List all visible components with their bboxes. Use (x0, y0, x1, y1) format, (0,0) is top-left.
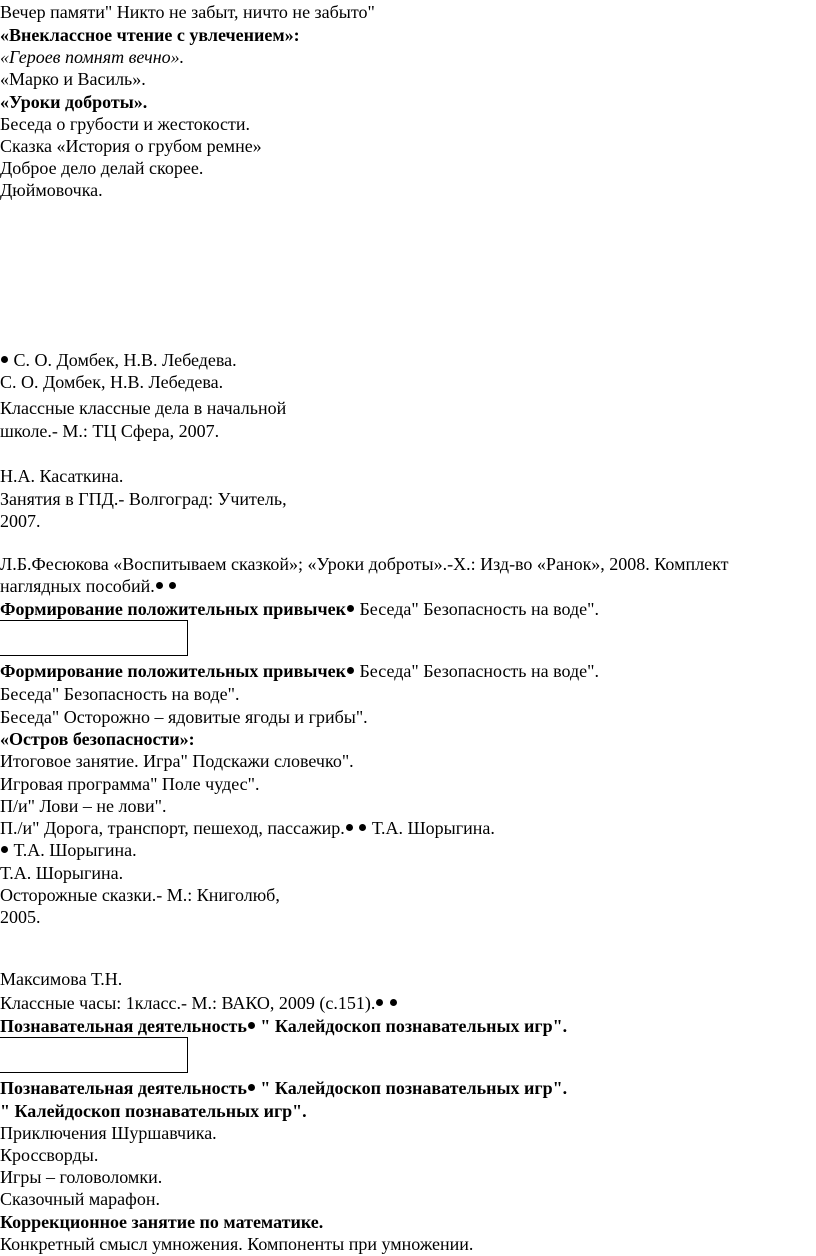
reference-line: Занятия в ГПД.- Волгоград: Учитель, (0, 489, 287, 509)
text-line: Конкретный смысл умножения. Компоненты при умножении. (0, 1234, 474, 1254)
text-line: Сказка «История о грубом ремне» (0, 136, 262, 156)
bullet-icon (376, 999, 383, 1006)
text-line: Итоговое занятие. Игра" Подскажи словечко". (0, 751, 354, 771)
section-heading: «Внеклассное чтение с увлечением»: (0, 25, 300, 45)
bullet-icon (156, 582, 163, 589)
bullet-icon (347, 605, 354, 612)
text-line: Игровая программа" Поле чудес". (0, 774, 260, 794)
bullet-icon (359, 824, 366, 831)
bullet-icon (248, 1084, 255, 1091)
text-line: Кроссворды. (0, 1145, 99, 1165)
reference-line: школе.- М.: ТЦ Сфера, 2007. (0, 421, 220, 441)
text-line: «Марко и Василь». (0, 69, 146, 89)
reference-line: Максимова Т.Н. (0, 969, 123, 989)
reference-line: С. О. Домбек, Н.В. Лебедева. (0, 372, 224, 392)
text-line: Дюймовочка. (0, 180, 103, 200)
table-cell-border (0, 620, 188, 656)
reference-line: Н.А. Касаткина. (0, 466, 124, 486)
section-heading: " Калейдоскоп познавательных игр". (0, 1101, 307, 1121)
text-line: Доброе дело делай скорее. (0, 158, 204, 178)
text-line: П/и" Лови – не лови". (0, 796, 167, 816)
text-line: Познавательная деятельность " Калейдоскоп познавательных игр". (0, 1078, 568, 1098)
text-line: П./и" Дорога, транспорт, пешеход, пассажир. Т.А. Шорыгина. (0, 818, 495, 838)
section-heading: «Уроки доброты». (0, 92, 148, 112)
table-cell-border (0, 1037, 188, 1073)
bullet-icon (1, 846, 8, 853)
text-line: Познавательная деятельность " Калейдоскоп познавательных игр". (0, 1016, 568, 1036)
text-line: Формирование положительных привычек Беседа" Безопасность на воде". (0, 661, 599, 681)
section-heading: «Остров безопасности»: (0, 729, 195, 749)
reference-line: Т.А. Шорыгина. (0, 839, 137, 861)
text-line: «Героев помнят вечно». (0, 47, 185, 67)
bullet-icon (390, 999, 397, 1006)
bullet-icon (346, 824, 353, 831)
bullet-icon (347, 667, 354, 674)
reference-line: Классные классные дела в начальной (0, 398, 287, 418)
text-line: Беседа" Безопасность на воде". (0, 684, 240, 704)
section-heading: Коррекционное занятие по математике. (0, 1212, 324, 1232)
reference-line: Л.Б.Фесюкова «Воспитываем сказкой»; «Уроки доброты».-Х.: Изд-во «Ранок», 2008. Комплект (0, 554, 729, 574)
bullet-icon (248, 1022, 255, 1029)
reference-line: Т.А. Шорыгина. (0, 863, 124, 883)
text-line: Беседа" Осторожно – ядовитые ягоды и грибы". (0, 707, 368, 727)
text-line: Приключения Шуршавчика. (0, 1123, 217, 1143)
text-line: Формирование положительных привычек Беседа" Безопасность на воде". (0, 599, 599, 619)
bullet-icon (169, 582, 176, 589)
text-line: Сказочный марафон. (0, 1189, 160, 1209)
text-line: Вечер памяти" Никто не забыт, ничто не забыто" (0, 2, 375, 22)
reference-line: Классные часы: 1класс.- М.: ВАКО, 2009 (с.151). (0, 992, 398, 1014)
reference-line: С. О. Домбек, Н.В. Лебедева. (0, 349, 237, 371)
reference-line: 2005. (0, 907, 41, 927)
reference-line: Осторожные сказки.- М.: Книголюб, (0, 885, 280, 905)
bullet-icon (1, 356, 8, 363)
text-line: Беседа о грубости и жестокости. (0, 114, 251, 134)
reference-line: 2007. (0, 511, 41, 531)
text-line: Игры – головоломки. (0, 1167, 163, 1187)
reference-line: наглядных пособий. (0, 575, 177, 597)
